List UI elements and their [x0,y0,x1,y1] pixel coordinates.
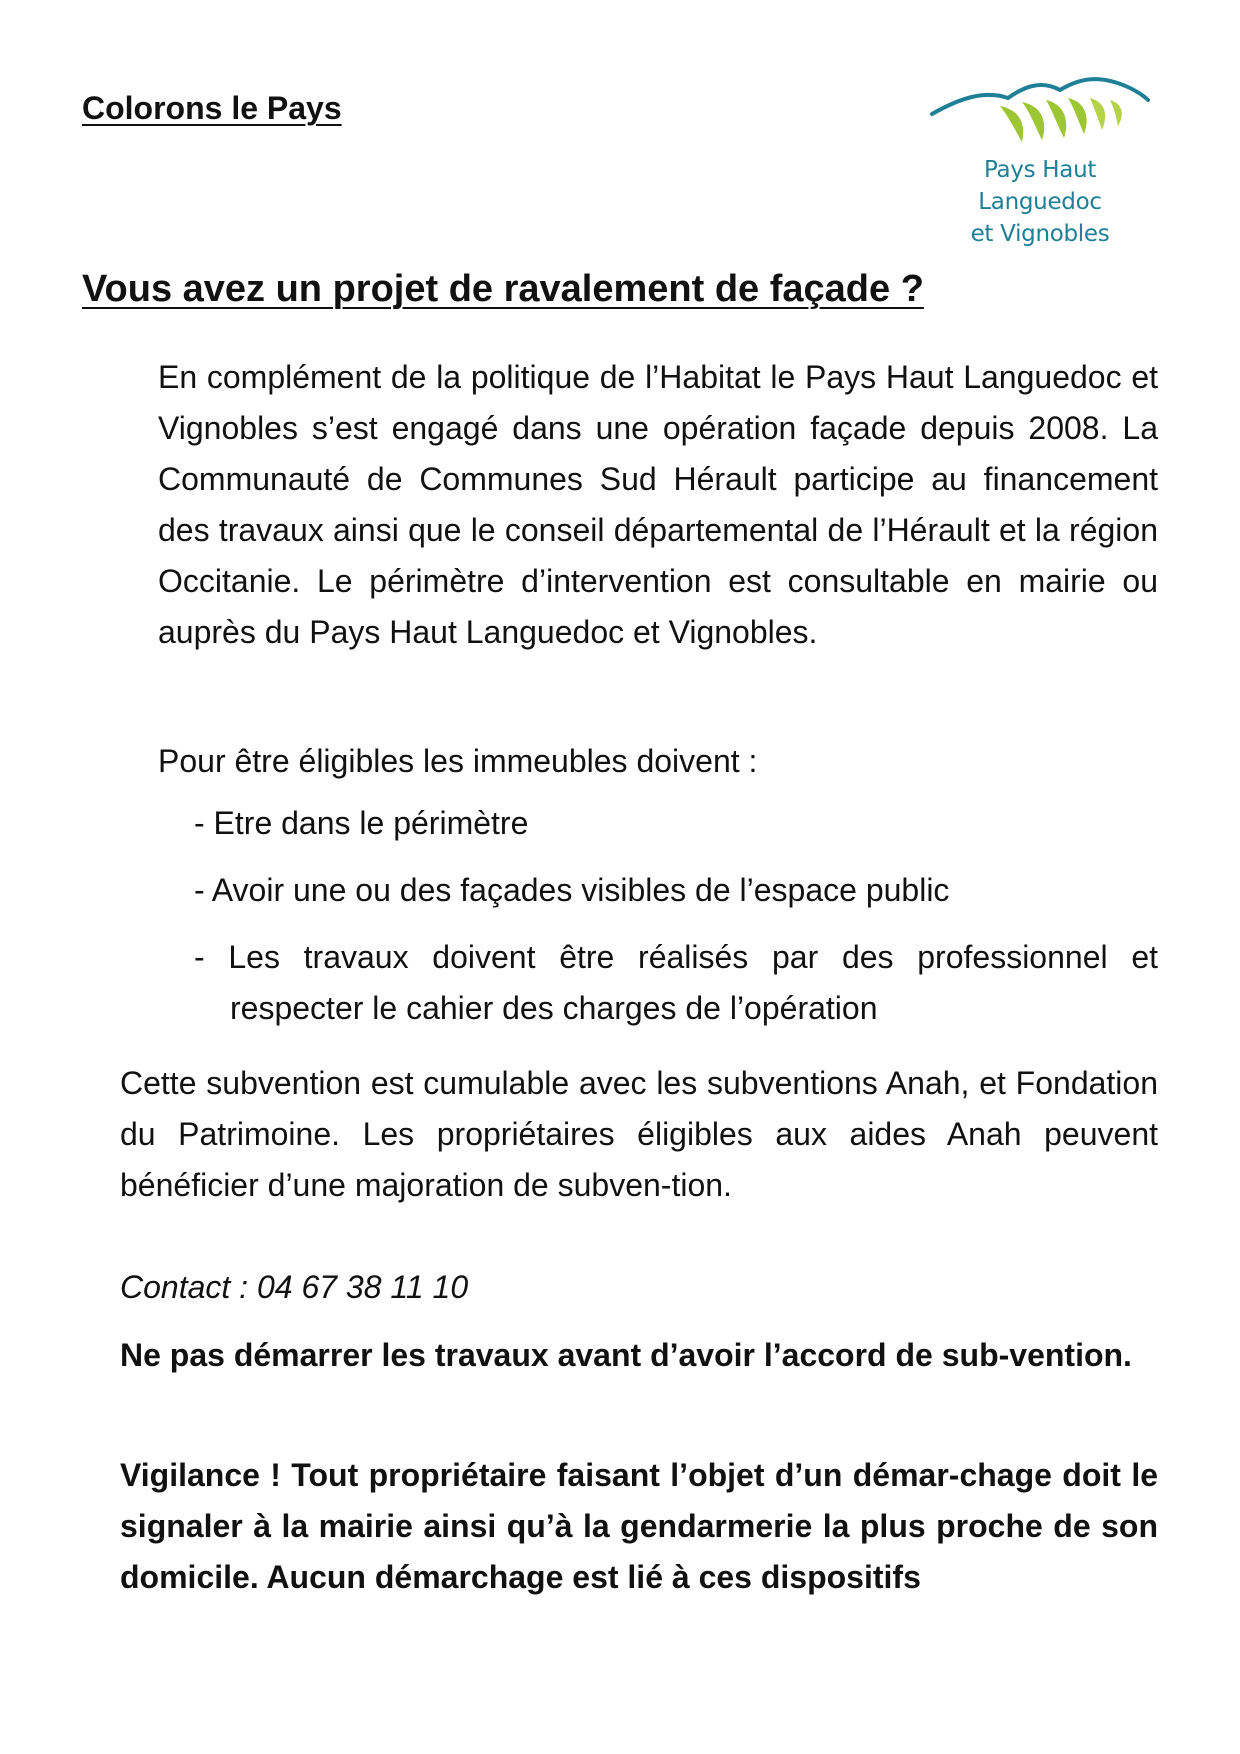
logo-line-2: et Vignobles [970,221,1110,247]
criteria-item: - Etre dans le périmètre [194,805,529,841]
criteria-item: - Avoir une ou des façades visibles de l’espace public [194,872,950,908]
mountain-logo-icon [930,76,1150,156]
criteria-item: - Les travaux doivent être réalisés par des professionnel et respecter le cahier des charges de l’opération [194,939,1158,1026]
contact-phone: Contact : 04 67 38 11 10 [120,1269,469,1305]
logo-line-1: Pays Haut Languedoc [978,157,1102,215]
logo-wordmark [920,154,1160,250]
vigilance-paragraph: Vigilance ! Tout propriétaire faisant l’objet d’un démar-chage doit le signaler à la mairie ainsi qu’à la gendarmerie la plus proche de son domicile. Aucun démarchage est lié à ces dispositifs [120,1457,1158,1595]
kicker-title: Colorons le Pays [82,90,342,126]
headline: Vous avez un projet de ravalement de façade ? [82,268,924,310]
eligibility-criteria-list [194,798,1158,1050]
intro-paragraph: En complément de la politique de l’Habitat le Pays Haut Languedoc et Vignobles s’est engagé dans une opération façade depuis 2008. La Communauté de Communes Sud Hérault participe au financement des travaux ainsi que le conseil départemental de l’Hérault et la région Occitanie. Le périmètre d’intervention est consultable en mairie ou auprès du Pays Haut Languedoc et Vignobles. [158,359,1158,650]
subsidy-paragraph: Cette subvention est cumulable avec les subventions Anah, et Fondation du Patrimoine. Les propriétaires éligibles aux aides Anah peuvent bénéficier d’une majoration de subven-tion. [120,1065,1158,1203]
eligibility-lead: Pour être éligibles les immeubles doivent : [158,743,758,779]
logo [920,76,1160,247]
warning-paragraph: Ne pas démarrer les travaux avant d’avoir l’accord de sub-vention. [120,1337,1132,1373]
